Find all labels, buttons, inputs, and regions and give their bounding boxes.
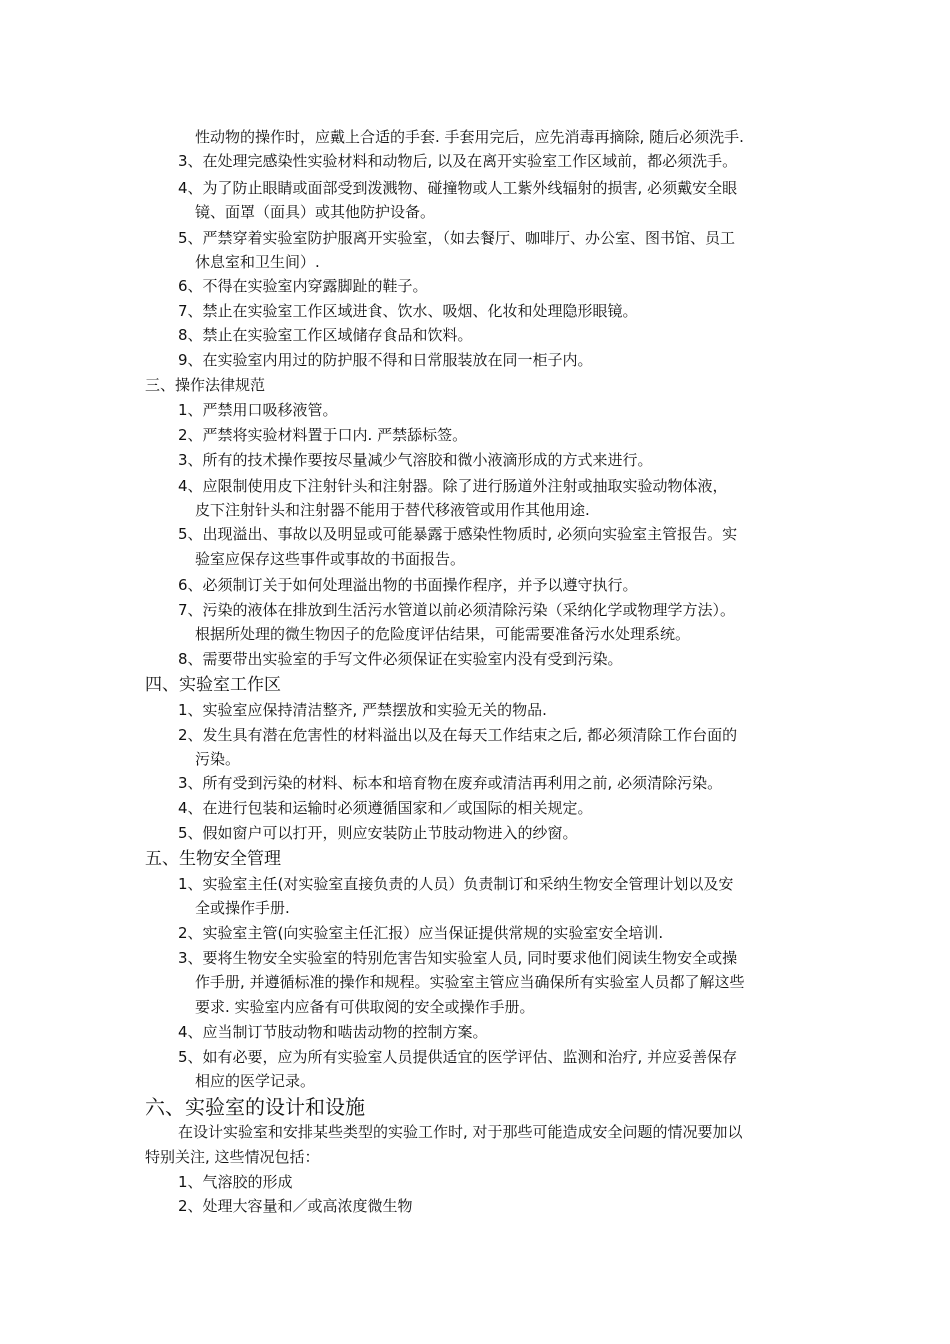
list-item: 7、禁止在实验室工作区域进食、饮水、吸烟、化妆和处理隐形眼镜。 <box>178 302 638 320</box>
list-item: 9、在实验室内用过的防护服不得和日常服装放在同一柜子内。 <box>178 351 593 369</box>
list-item: 2、严禁将实验材料置于口内. 严禁舔标签。 <box>178 426 468 444</box>
text-line: 休息室和卫生间）. <box>195 253 320 271</box>
list-item: 1、气溶胶的形成 <box>178 1173 293 1191</box>
list-item: 4、为了防止眼睛或面部受到泼溅物、碰撞物或人工紫外线辐射的损害, 必须戴安全眼 <box>178 179 738 197</box>
list-item: 3、所有受到污染的材料、标本和培育物在废弃或清洁再利用之前, 必须清除污染。 <box>178 774 723 792</box>
paragraph-line: 特别关注, 这些情况包括： <box>145 1148 320 1166</box>
list-item: 5、假如窗户可以打开，则应安装防止节肢动物进入的纱窗。 <box>178 824 578 842</box>
list-item: 5、出现溢出、事故以及明显或可能暴露于感染性物质时, 必须向实验室主管报告。实 <box>178 525 738 543</box>
list-item: 6、必须制订关于如何处理溢出物的书面操作程序，并予以遵守执行。 <box>178 576 638 594</box>
list-item: 4、应当制订节肢动物和啮齿动物的控制方案。 <box>178 1023 488 1041</box>
text-line: 污染。 <box>195 750 241 768</box>
list-item: 2、实验室主管(向实验室主任汇报）应当保证提供常规的实验室安全培训. <box>178 924 664 942</box>
list-item: 4、在进行包装和运输时必须遵循国家和／或国际的相关规定。 <box>178 799 593 817</box>
list-item: 1、实验室主任(对实验室直接负责的人员）负责制订和采纳生物安全管理计划以及安 <box>178 875 734 893</box>
list-item: 5、严禁穿着实验室防护服离开实验室，（如去餐厅、咖啡厅、办公室、图书馆、员工 <box>178 229 736 247</box>
section-heading: 五、生物安全管理 <box>145 849 281 869</box>
text-line: 验室应保存这些事件或事故的书面报告。 <box>195 550 466 568</box>
list-item: 8、需要带出实验室的手写文件必须保证在实验室内没有受到污染。 <box>178 650 623 668</box>
list-item: 2、发生具有潜在危害性的材料溢出以及在每天工作结束之后, 都必须清除工作台面的 <box>178 726 738 744</box>
list-item: 3、要将生物安全实验室的特别危害告知实验室人员, 同时要求他们阅读生物安全或操 <box>178 949 738 967</box>
list-item: 6、不得在实验室内穿露脚趾的鞋子。 <box>178 277 428 295</box>
text-line: 皮下注射针头和注射器不能用于替代移液管或用作其他用途. <box>195 501 590 519</box>
text-line: 性动物的操作时，应戴上合适的手套. 手套用完后，应先消毒再摘除, 随后必须洗手. <box>195 128 744 146</box>
list-item: 4、应限制使用皮下注射针头和注射器。除了进行肠道外注射或抽取实验动物体液， <box>178 477 728 495</box>
list-item: 3、所有的技术操作要按尽量减少气溶胶和微小液滴形成的方式来进行。 <box>178 451 653 469</box>
list-item: 1、严禁用口吸移液管。 <box>178 401 338 419</box>
list-item: 5、如有必要，应为所有实验室人员提供适宜的医学评估、监测和治疗, 并应妥善保存 <box>178 1048 738 1066</box>
list-item: 2、处理大容量和／或高浓度微生物 <box>178 1197 413 1215</box>
list-item: 8、禁止在实验室工作区域储存食品和饮料。 <box>178 326 473 344</box>
paragraph-line: 在设计实验室和安排某些类型的实验工作时, 对于那些可能造成安全问题的情况要加以 <box>178 1123 743 1141</box>
text-line: 镜、面罩（面具）或其他防护设备。 <box>195 203 436 221</box>
text-line: 作手册, 并遵循标准的操作和规程。实验室主管应当确保所有实验室人员都了解这些 <box>195 973 745 991</box>
list-item: 3、在处理完感染性实验材料和动物后, 以及在离开实验室工作区域前，都必须洗手。 <box>178 152 738 170</box>
section-heading: 四、实验室工作区 <box>145 675 281 695</box>
list-item: 1、实验室应保持清洁整齐, 严禁摆放和实验无关的物品. <box>178 701 547 719</box>
text-line: 相应的医学记录。 <box>195 1072 316 1090</box>
section-heading: 六、实验室的设计和设施 <box>145 1095 365 1119</box>
text-line: 要求. 实验室内应备有可供取阅的安全或操作手册。 <box>195 998 535 1016</box>
section-heading: 三、操作法律规范 <box>145 376 266 394</box>
text-line: 根据所处理的微生物因子的危险度评估结果，可能需要准备污水处理系统。 <box>195 625 691 643</box>
list-item: 7、污染的液体在排放到生活污水管道以前必须清除污染（采纳化学或物理学方法）。 <box>178 601 736 619</box>
text-line: 全或操作手册. <box>195 899 290 917</box>
